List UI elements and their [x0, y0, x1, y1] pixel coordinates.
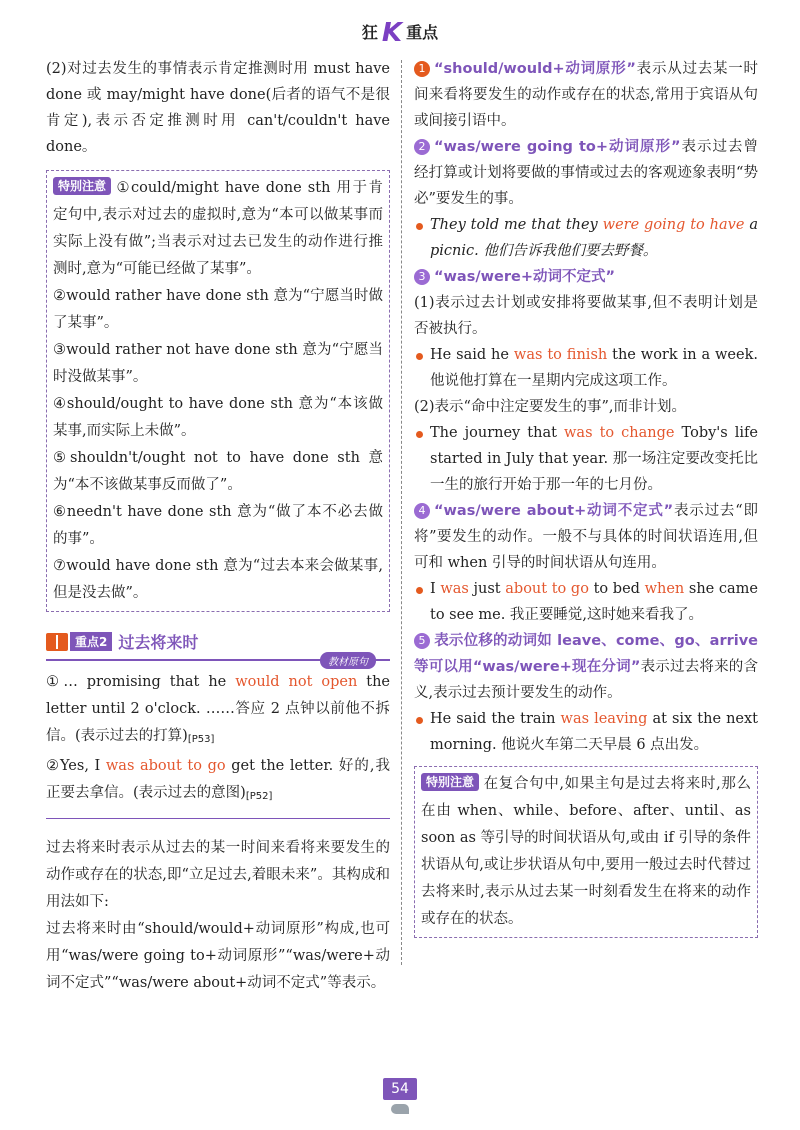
point-3-sub-1: (1)表示过去计划或安排将要做某事,但不表明计划是否被执行。	[414, 295, 758, 337]
left-column	[46, 56, 390, 997]
special-note-box	[46, 170, 390, 612]
example-2: ②Yes, I was about to go get the letter. 好的,我正要去拿信。(表示过去的意图)[P52]	[46, 758, 390, 802]
note-item-3: ③would rather not have done sth 意为“宁愿当时没做某事”。	[53, 342, 383, 385]
definition	[46, 835, 390, 997]
section-tag: 重点2	[70, 632, 112, 651]
definition-2: 过去将来时由“should/would+动词原形”构成,也可用“was/were going to+动词原形”“was/were+动词不定式”“was/were about+动词不定式”等表示。	[46, 921, 390, 991]
point-2: 2 “was/were going to+动词原形”表示过去曾经打算或计划将要做的事情或过去的客观迹象表明“势必”要发生的事。	[414, 139, 758, 207]
page-ref: [P53]	[187, 734, 215, 745]
point-2-example: They told me that they were going to have a picnic. 他们告诉我他们要去野餐。	[414, 212, 758, 264]
number-badge: 1	[414, 61, 430, 77]
section-rule	[46, 659, 390, 669]
point-3-example-1: He said he was to finish the work in a week. 他说他打算在一星期内完成这项工作。	[414, 342, 758, 394]
intro-paragraph: (2)对过去发生的事情表示肯定推测时用 must have done 或 may/might have done(后者的语气不是很肯定),表示否定推测时用 can't/couldn't have done。	[46, 61, 390, 155]
note-item-5: ⑤shouldn't/ought not to have done sth 意为“本不该做某事反而做了”。	[53, 450, 383, 493]
header-k-logo: K	[381, 18, 403, 48]
number-badge: 2	[414, 139, 430, 155]
note-item-2: ②would rather have done sth 意为“宁愿当时做了某事”。	[53, 288, 383, 331]
point-4-example: I was just about to go to bed when she came to see me. 我正要睡觉,这时她来看我了。	[414, 576, 758, 628]
right-note-text: 特别注意 在复合句中,如果主句是过去将来时,那么在由 when、while、before、after、until、as soon as 等引导的时间状语从句,或由 if 引导的条件状语从句,或让步状语从句中,要用一般过去时代替过去将来时,表示从过去某一时刻看发生在将来的动作或存在的状态。	[421, 775, 751, 927]
page-header	[0, 18, 800, 48]
point-5-example: He said the train was leaving at six the next morning. 他说火车第二天早晨 6 点出发。	[414, 706, 758, 758]
note-item-4: ④should/ought to have done sth 意为“本该做某事,而实际上未做”。	[53, 396, 383, 439]
page-ref: [P52]	[245, 791, 273, 802]
header-prefix: 狂	[361, 23, 378, 42]
special-note-box-right	[414, 766, 758, 938]
number-badge: 3	[414, 269, 430, 285]
point-3: 3 “was/were+动词不定式”	[414, 264, 758, 290]
textbook-examples	[46, 669, 390, 819]
book-icon	[46, 633, 68, 651]
point-5: 5 表示位移的动词如 leave、come、go、arrive 等可以用“was/were+现在分词”表示过去将来的含义,表示过去预计要发生的动作。	[414, 633, 759, 701]
note-item-1: 特别注意 ①could/might have done sth 用于肯定句中,表示对过去的虚拟时,意为“本可以做某事而实际上没有做”;当表示对过去已发生的动作进行推测时,意为“可能已经做了某事”。	[53, 179, 383, 277]
note-tag: 特别注意	[53, 177, 111, 195]
point-4: 4 “was/were about+动词不定式”表示过去“即将”要发生的动作。一般不与具体的时间状语连用,但可和 when 引导的时间状语从句连用。	[414, 503, 758, 571]
example-1: ①… promising that he would not open the letter until 2 o'clock. ……答应 2 点钟以前他不拆信。(表示过去的打算)[P53]	[46, 674, 390, 745]
number-badge: 4	[414, 503, 430, 519]
note-item-7: ⑦would have done sth 意为“过去本来会做某事,但是没去做”。	[53, 558, 383, 601]
page-number: 54	[383, 1078, 417, 1100]
section-heading	[46, 630, 390, 653]
note-item-6: ⑥needn't have done sth 意为“做了本不必去做的事”。	[53, 504, 383, 547]
bird-icon	[391, 1104, 409, 1114]
column-divider	[401, 60, 402, 965]
header-suffix: 重点	[406, 23, 439, 42]
section-title: 过去将来时	[118, 633, 199, 652]
point-3-example-2: The journey that was to change Toby's life started in July that year. 那一场注定要改变托比一生的旅行开始于那一年的七月份。	[414, 420, 758, 498]
number-badge: 5	[414, 633, 430, 649]
point-1: 1 “should/would+动词原形”表示从过去某一时间来看将要发生的动作或存在的状态,常用于宾语从句或间接引语中。	[414, 61, 758, 129]
textbook-ribbon: 教材原句	[320, 652, 376, 669]
note-tag: 特别注意	[421, 773, 479, 791]
point-3-sub-2: (2)表示“命中注定要发生的事”,而非计划。	[414, 399, 686, 415]
right-column	[414, 56, 758, 938]
definition-1: 过去将来时表示从过去的某一时间来看将来要发生的动作或存在的状态,即“立足过去,着眼未来”。其构成和用法如下:	[46, 840, 390, 910]
